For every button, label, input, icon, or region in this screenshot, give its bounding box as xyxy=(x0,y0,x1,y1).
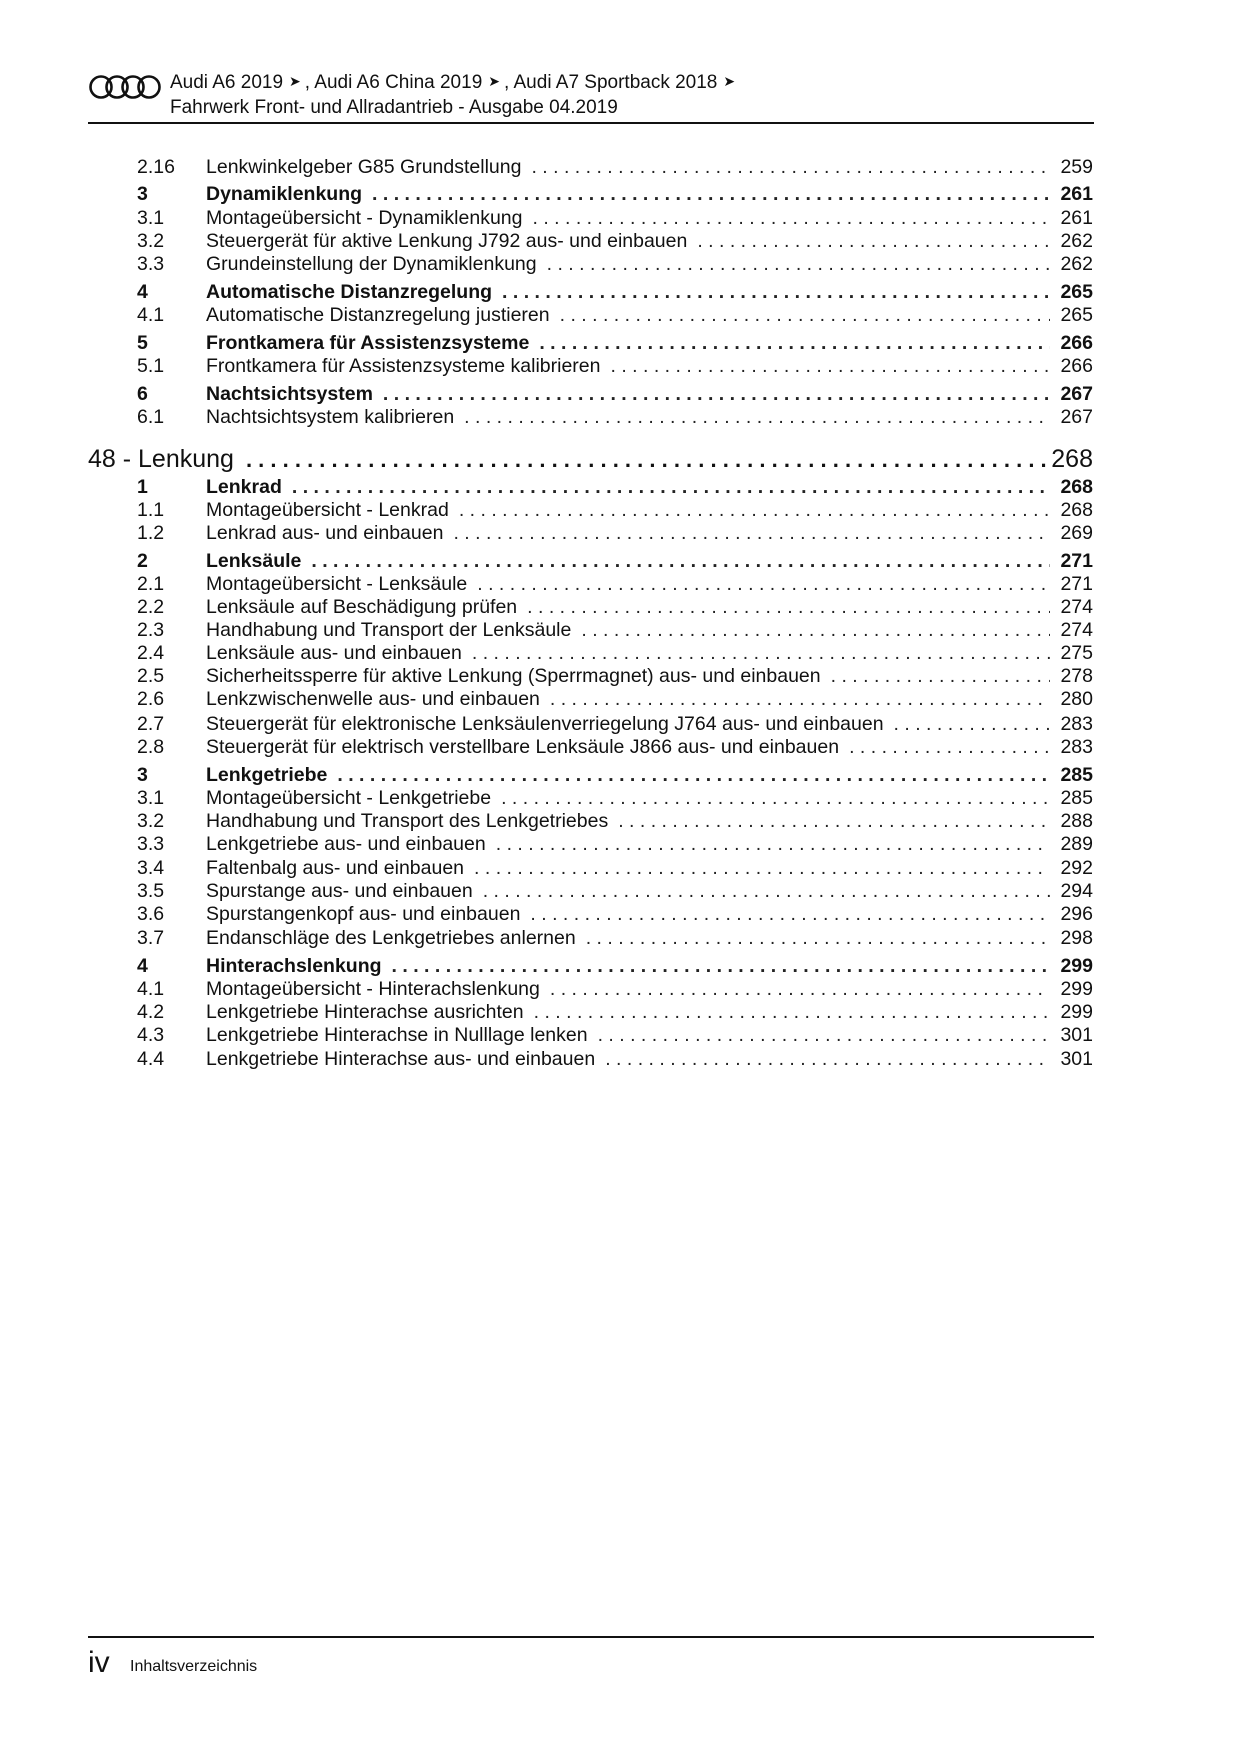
toc-entry-number: 3.7 xyxy=(137,927,165,949)
toc-leader-dots xyxy=(527,596,1050,619)
toc-entry-page: 283 xyxy=(1060,736,1093,758)
toc-entry[interactable] xyxy=(137,156,1093,180)
toc-entry-title: Lenkgetriebe Hinterachse aus- und einbauen xyxy=(206,1048,596,1070)
toc-entry-page: 271 xyxy=(1060,573,1093,595)
toc-leader-dots xyxy=(392,955,1051,978)
toc-entry-number: 3.6 xyxy=(137,903,165,925)
toc-entry-number: 4.2 xyxy=(137,1001,165,1023)
toc-entry-title: Frontkamera für Assistenzsysteme xyxy=(206,332,530,354)
toc-entry-page: 283 xyxy=(1060,713,1093,735)
toc-entry-title: Nachtsichtsystem xyxy=(206,383,373,405)
toc-entry[interactable] xyxy=(137,787,1093,811)
toc-entry-page: 265 xyxy=(1060,281,1093,303)
toc-entry-title: Steuergerät für elektronische Lenksäulenverriegelung J764 aus- und einbauen xyxy=(206,713,884,735)
toc-entry-page: 288 xyxy=(1060,810,1093,832)
toc-entry-number: 2.16 xyxy=(137,156,175,178)
toc-entry-page: 266 xyxy=(1060,355,1093,377)
toc-entry-page: 265 xyxy=(1060,304,1093,326)
toc-entry-title: Frontkamera für Assistenzsysteme kalibrieren xyxy=(206,355,601,377)
toc-entry-title: Nachtsichtsystem kalibrieren xyxy=(206,406,455,428)
footer-page-number: iv xyxy=(88,1646,110,1679)
toc-entry-page: 274 xyxy=(1060,596,1093,618)
toc-entry[interactable] xyxy=(137,522,1093,546)
toc-leader-dots xyxy=(453,522,1050,545)
toc-entry[interactable] xyxy=(137,1024,1093,1048)
toc-chapter-title: 48 - Lenkung xyxy=(88,445,234,473)
toc-entry[interactable] xyxy=(137,573,1093,597)
toc-leader-dots xyxy=(501,787,1050,810)
toc-entry-title: Sicherheitssperre für aktive Lenkung (Sperrmagnet) aus- und einbauen xyxy=(206,665,821,687)
toc-entry-page: 299 xyxy=(1060,1001,1093,1023)
header-model-1: Audi A6 2019 xyxy=(170,72,284,93)
toc-entry-number: 3.3 xyxy=(137,833,165,855)
toc-leader-dots xyxy=(610,355,1050,378)
toc-entry-number: 3.4 xyxy=(137,857,165,879)
toc-leader-dots xyxy=(474,857,1050,880)
toc-entry-title: Lenkgetriebe aus- und einbauen xyxy=(206,833,486,855)
footer-label: Inhaltsverzeichnis xyxy=(130,1658,258,1675)
toc-leader-dots xyxy=(550,978,1051,1001)
toc-leader-dots xyxy=(547,253,1051,276)
toc-leader-dots xyxy=(605,1048,1050,1071)
toc-entry-page: 267 xyxy=(1060,383,1093,405)
toc-entry[interactable] xyxy=(137,383,1093,407)
toc-leader-dots xyxy=(530,903,1050,926)
toc-entry-page: 278 xyxy=(1060,665,1093,687)
toc-entry[interactable] xyxy=(137,406,1093,430)
toc-entry[interactable] xyxy=(137,810,1093,834)
toc-entry-page: 275 xyxy=(1060,642,1093,664)
toc-entry[interactable] xyxy=(137,665,1093,689)
toc-entry[interactable] xyxy=(137,978,1093,1002)
toc-entry-title: Montageübersicht - Lenksäule xyxy=(206,573,468,595)
toc-entry-number: 6.1 xyxy=(137,406,165,428)
toc-entry-page: 269 xyxy=(1060,522,1093,544)
header-model-3: , Audi A7 Sportback 2018 xyxy=(504,72,718,93)
toc-entry-title: Lenkgetriebe Hinterachse ausrichten xyxy=(206,1001,524,1023)
arrow-right-icon: ➤ xyxy=(488,73,500,89)
toc-leader-dots xyxy=(534,1001,1051,1024)
toc-entry-title: Lenksäule auf Beschädigung prüfen xyxy=(206,596,518,618)
toc-entry[interactable] xyxy=(137,764,1093,788)
toc-entry-number: 2.6 xyxy=(137,688,165,710)
toc-entry-number: 5 xyxy=(137,332,148,354)
toc-entry-number: 3.5 xyxy=(137,880,165,902)
toc-leader-dots xyxy=(550,688,1051,711)
header-vehicle-models xyxy=(170,72,739,94)
toc-entry[interactable] xyxy=(137,713,1093,737)
toc-leader-dots xyxy=(533,207,1051,230)
arrow-right-icon: ➤ xyxy=(289,73,301,89)
toc-entry-number: 1.1 xyxy=(137,499,165,521)
toc-entry-number: 4.1 xyxy=(137,304,165,326)
toc-entry[interactable] xyxy=(137,880,1093,904)
toc-entry[interactable] xyxy=(137,499,1093,523)
toc-leader-dots xyxy=(849,736,1050,759)
toc-entry-number: 2.3 xyxy=(137,619,165,641)
toc-leader-dots xyxy=(292,476,1051,499)
toc-entry-page: 299 xyxy=(1060,978,1093,1000)
toc-leader-dots xyxy=(560,304,1051,327)
toc-entry-title: Montageübersicht - Lenkrad xyxy=(206,499,449,521)
toc-entry-page: 271 xyxy=(1060,550,1093,572)
toc-entry[interactable] xyxy=(137,619,1093,643)
toc-entry-title: Lenkgetriebe Hinterachse in Nulllage lenken xyxy=(206,1024,588,1046)
toc-entry-number: 2 xyxy=(137,550,148,572)
header-model-2: , Audi A6 China 2019 xyxy=(304,72,483,93)
toc-entry-page: 280 xyxy=(1060,688,1093,710)
toc-entry-page: 285 xyxy=(1060,787,1093,809)
toc-entry[interactable] xyxy=(137,253,1093,277)
toc-entry[interactable] xyxy=(137,955,1093,979)
toc-entry-number: 2.7 xyxy=(137,713,165,735)
toc-entry[interactable] xyxy=(137,230,1093,254)
footer-divider xyxy=(88,1636,1094,1638)
toc-entry-number: 4.3 xyxy=(137,1024,165,1046)
toc-leader-dots xyxy=(477,573,1050,596)
toc-entry-page: 268 xyxy=(1060,476,1093,498)
toc-entry-title: Lenkrad xyxy=(206,476,282,498)
toc-chapter-heading[interactable] xyxy=(88,445,1093,477)
toc-chapter-page: 268 xyxy=(1051,445,1093,473)
toc-leader-dots xyxy=(459,499,1051,522)
toc-entry-number: 2.8 xyxy=(137,736,165,758)
toc-entry[interactable] xyxy=(137,281,1093,305)
toc-entry-title: Handhabung und Transport der Lenksäule xyxy=(206,619,572,641)
toc-leader-dots xyxy=(311,550,1050,573)
toc-entry[interactable] xyxy=(137,927,1093,951)
toc-entry-page: 261 xyxy=(1060,207,1093,229)
toc-entry-title: Montageübersicht - Lenkgetriebe xyxy=(206,787,492,809)
toc-entry-number: 3.3 xyxy=(137,253,165,275)
toc-entry-page: 261 xyxy=(1060,183,1093,205)
toc-entry[interactable] xyxy=(137,207,1093,231)
toc-leader-dots xyxy=(337,764,1050,787)
toc-entry-title: Lenksäule aus- und einbauen xyxy=(206,642,462,664)
toc-entry-page: 298 xyxy=(1060,927,1093,949)
toc-entry-title: Faltenbalg aus- und einbauen xyxy=(206,857,465,879)
toc-entry-title: Steuergerät für aktive Lenkung J792 aus- und einbauen xyxy=(206,230,688,252)
toc-entry[interactable] xyxy=(137,833,1093,857)
toc-entry-page: 301 xyxy=(1060,1048,1093,1070)
toc-entry[interactable] xyxy=(137,642,1093,666)
toc-entry-title: Automatische Distanzregelung justieren xyxy=(206,304,550,326)
toc-entry-number: 3.1 xyxy=(137,207,165,229)
toc-entry-title: Endanschläge des Lenkgetriebes anlernen xyxy=(206,927,576,949)
toc-entry[interactable] xyxy=(137,903,1093,927)
toc-entry-page: 285 xyxy=(1060,764,1093,786)
toc-entry-page: 294 xyxy=(1060,880,1093,902)
toc-entry-number: 2.5 xyxy=(137,665,165,687)
toc-entry-number: 1.2 xyxy=(137,522,165,544)
toc-entry-number: 3.1 xyxy=(137,787,165,809)
arrow-right-icon: ➤ xyxy=(723,73,736,89)
toc-entry-number: 3.2 xyxy=(137,230,165,252)
toc-leader-dots xyxy=(581,619,1050,642)
toc-entry[interactable] xyxy=(137,736,1093,760)
toc-entry[interactable] xyxy=(137,1001,1093,1025)
toc-entry-number: 3.2 xyxy=(137,810,165,832)
toc-entry-title: Montageübersicht - Hinterachslenkung xyxy=(206,978,540,1000)
header-subtitle: Fahrwerk Front- und Allradantrieb - Ausgabe 04.2019 xyxy=(170,97,618,118)
toc-leader-dots xyxy=(697,230,1050,253)
toc-leader-dots xyxy=(539,332,1050,355)
toc-entry-page: 299 xyxy=(1060,955,1093,977)
toc-entry-number: 4 xyxy=(137,281,148,303)
toc-entry-page: 259 xyxy=(1060,156,1093,178)
toc-entry-page: 296 xyxy=(1060,903,1093,925)
toc-entry-number: 6 xyxy=(137,383,148,405)
toc-entry-page: 274 xyxy=(1060,619,1093,641)
toc-leader-dots xyxy=(598,1024,1051,1047)
toc-entry-title: Dynamiklenkung xyxy=(206,183,363,205)
toc-entry-number: 3 xyxy=(137,764,148,786)
audi-rings-icon xyxy=(88,74,162,100)
toc-entry-number: 4 xyxy=(137,955,148,977)
toc-entry-page: 301 xyxy=(1060,1024,1093,1046)
toc-entry-page: 262 xyxy=(1060,253,1093,275)
toc-entry-title: Lenkgetriebe xyxy=(206,764,328,786)
toc-entry-title: Grundeinstellung der Dynamiklenkung xyxy=(206,253,537,275)
toc-leader-dots xyxy=(894,713,1051,736)
toc-entry[interactable] xyxy=(137,304,1093,328)
toc-entry-title: Hinterachslenkung xyxy=(206,955,382,977)
toc-entry-title: Steuergerät für elektrisch verstellbare Lenksäule J866 aus- und einbauen xyxy=(206,736,840,758)
toc-entry-page: 266 xyxy=(1060,332,1093,354)
toc-entry-title: Montageübersicht - Dynamiklenkung xyxy=(206,207,523,229)
page-header xyxy=(88,70,1094,124)
toc-entry-title: Lenkzwischenwelle aus- und einbauen xyxy=(206,688,540,710)
toc-entry-title: Spurstange aus- und einbauen xyxy=(206,880,473,902)
toc-leader-dots xyxy=(383,383,1051,406)
toc-leader-dots xyxy=(531,156,1050,179)
toc-entry-number: 5.1 xyxy=(137,355,165,377)
toc-entry-number: 1 xyxy=(137,476,148,498)
toc-entry[interactable] xyxy=(137,550,1093,574)
toc-leader-dots xyxy=(496,833,1051,856)
toc-entry[interactable] xyxy=(137,355,1093,379)
toc-entry-number: 4.1 xyxy=(137,978,165,1000)
toc-leader-dots xyxy=(464,406,1050,429)
toc-leader-dots xyxy=(246,447,1047,473)
toc-entry-title: Lenkrad aus- und einbauen xyxy=(206,522,444,544)
toc-entry-title: Lenksäule xyxy=(206,550,302,572)
toc-entry-page: 267 xyxy=(1060,406,1093,428)
toc-leader-dots xyxy=(618,810,1050,833)
toc-entry-title: Lenkwinkelgeber G85 Grundstellung xyxy=(206,156,522,178)
toc-entry-page: 289 xyxy=(1060,833,1093,855)
toc-entry-title: Handhabung und Transport des Lenkgetriebes xyxy=(206,810,609,832)
toc-entry-number: 2.1 xyxy=(137,573,165,595)
toc-leader-dots xyxy=(483,880,1051,903)
toc-entry-page: 292 xyxy=(1060,857,1093,879)
toc-entry-number: 2.2 xyxy=(137,596,165,618)
toc-entry[interactable] xyxy=(137,476,1093,500)
toc-leader-dots xyxy=(831,665,1051,688)
toc-leader-dots xyxy=(586,927,1051,950)
toc-entry-number: 4.4 xyxy=(137,1048,165,1070)
toc-entry[interactable] xyxy=(137,332,1093,356)
toc-entry[interactable] xyxy=(137,596,1093,620)
toc-leader-dots xyxy=(472,642,1051,665)
toc-leader-dots xyxy=(372,183,1050,206)
toc-entry-title: Spurstangenkopf aus- und einbauen xyxy=(206,903,521,925)
toc-entry[interactable] xyxy=(137,183,1093,207)
toc-entry-page: 268 xyxy=(1060,499,1093,521)
toc-entry[interactable] xyxy=(137,688,1093,712)
toc-leader-dots xyxy=(502,281,1050,304)
toc-entry-number: 3 xyxy=(137,183,148,205)
toc-entry-title: Automatische Distanzregelung xyxy=(206,281,493,303)
toc-entry[interactable] xyxy=(137,1048,1093,1072)
toc-entry[interactable] xyxy=(137,857,1093,881)
toc-entry-page: 262 xyxy=(1060,230,1093,252)
toc-entry-number: 2.4 xyxy=(137,642,165,664)
